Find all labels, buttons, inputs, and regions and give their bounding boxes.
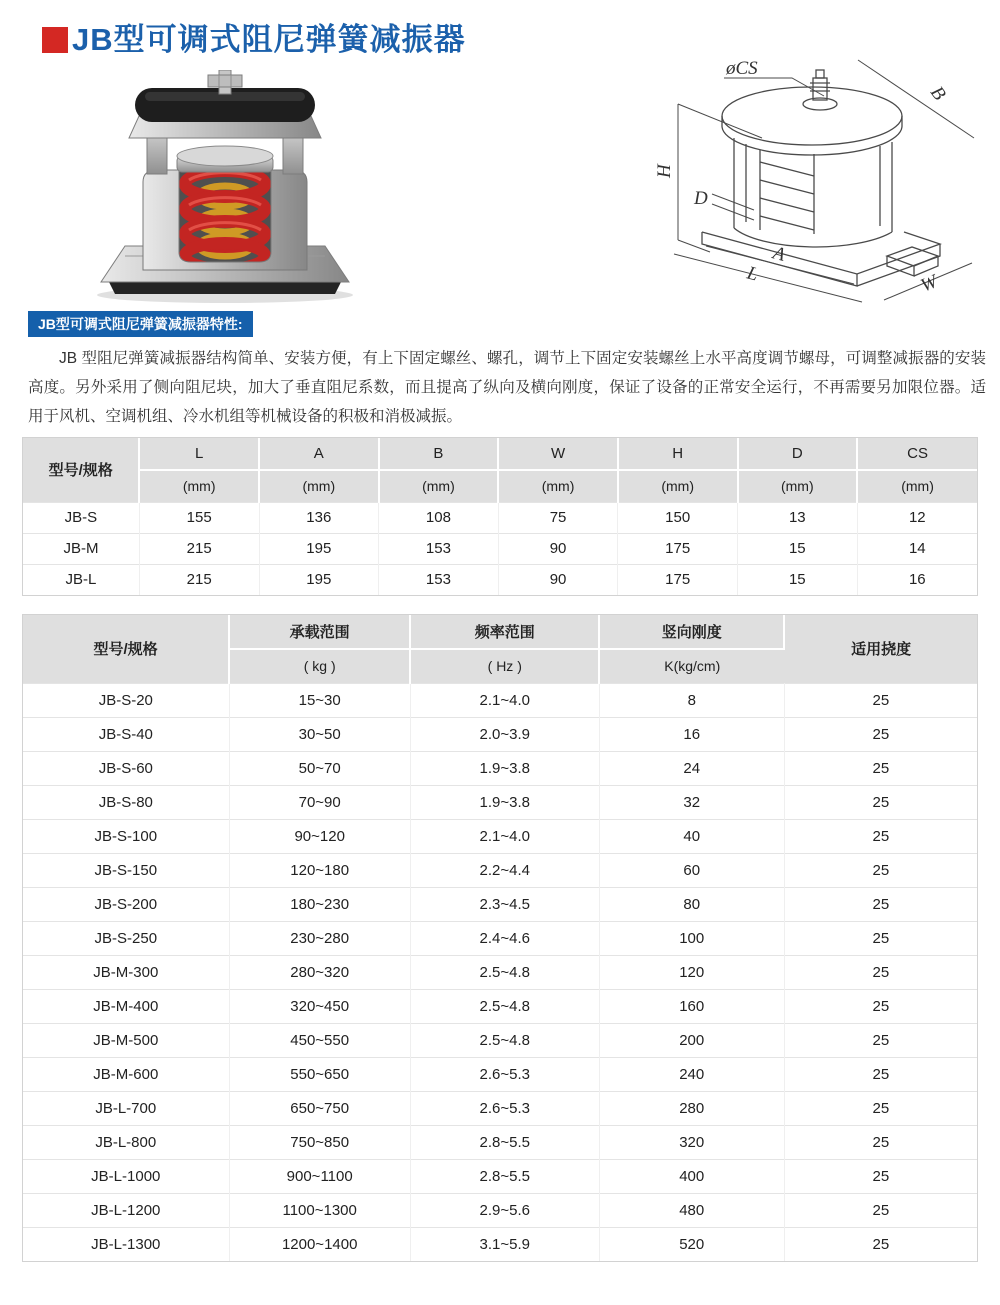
frequency-range-cell: 2.8~5.5 [410, 1159, 599, 1193]
stiffness-cell: 160 [599, 989, 784, 1023]
deflection-header: 适用挠度 [784, 615, 977, 683]
value-cell: 175 [618, 533, 738, 564]
frequency-range-cell: 2.1~4.0 [410, 819, 599, 853]
model-cell: JB-S-200 [23, 887, 229, 921]
value-cell: 215 [139, 564, 259, 595]
features-label: JB型可调式阻尼弹簧减振器特性: [28, 311, 253, 337]
value-cell: 195 [259, 533, 379, 564]
frequency-range-cell: 2.5~4.8 [410, 989, 599, 1023]
product-photo [85, 70, 360, 308]
specification-table [22, 614, 978, 1262]
table-row [23, 717, 977, 751]
load-range-cell: 750~850 [229, 1125, 410, 1159]
value-cell: 215 [139, 533, 259, 564]
frequency-range-cell: 3.1~5.9 [410, 1227, 599, 1261]
table-row [23, 1227, 977, 1261]
dim-label-a: A [770, 242, 788, 266]
value-cell: 16 [857, 564, 977, 595]
dim-label-d: D [694, 188, 708, 209]
table-row [23, 502, 977, 533]
col-header-L: L [139, 438, 259, 470]
model-cell: JB-L-700 [23, 1091, 229, 1125]
frequency-range-cell: 1.9~3.8 [410, 785, 599, 819]
deflection-cell: 25 [784, 955, 977, 989]
deflection-cell: 25 [784, 989, 977, 1023]
frequency-range-cell: 2.4~4.6 [410, 921, 599, 955]
stiffness-header: 竖向刚度 [599, 615, 784, 649]
deflection-cell: 25 [784, 683, 977, 717]
stiffness-cell: 240 [599, 1057, 784, 1091]
dim-label-h: H [654, 164, 675, 178]
col-header-A: A [259, 438, 379, 470]
deflection-cell: 25 [784, 717, 977, 751]
dimension-drawing [640, 50, 980, 305]
deflection-cell: 25 [784, 921, 977, 955]
dim-label-l: L [744, 262, 761, 286]
stiffness-cell: 280 [599, 1091, 784, 1125]
stiffness-cell: 480 [599, 1193, 784, 1227]
model-cell: JB-L-1200 [23, 1193, 229, 1227]
load-range-cell: 450~550 [229, 1023, 410, 1057]
table-row [23, 683, 977, 717]
frequency-range-cell: 2.5~4.8 [410, 955, 599, 989]
deflection-cell: 25 [784, 1057, 977, 1091]
dim-label-cs: øCS [726, 58, 758, 79]
stiffness-cell: 16 [599, 717, 784, 751]
model-cell: JB-S-250 [23, 921, 229, 955]
load-range-cell: 650~750 [229, 1091, 410, 1125]
model-cell: JB-M-300 [23, 955, 229, 989]
frequency-range-cell: 2.5~4.8 [410, 1023, 599, 1057]
load-range-cell: 50~70 [229, 751, 410, 785]
load-range-cell: 1100~1300 [229, 1193, 410, 1227]
load-range-cell: 1200~1400 [229, 1227, 410, 1261]
value-cell: 195 [259, 564, 379, 595]
model-cell: JB-S-20 [23, 683, 229, 717]
col-header-B: B [379, 438, 499, 470]
value-cell: 175 [618, 564, 738, 595]
value-cell: 15 [738, 533, 858, 564]
value-cell: 13 [738, 502, 858, 533]
table-row [23, 853, 977, 887]
value-cell: 12 [857, 502, 977, 533]
page-header [42, 24, 466, 55]
load-range-cell: 30~50 [229, 717, 410, 751]
dimension-table [22, 437, 978, 596]
unit-header: (mm) [738, 470, 858, 502]
value-cell: 153 [379, 533, 499, 564]
load-range-header: 承载范围 [229, 615, 410, 649]
frequency-range-cell: 2.0~3.9 [410, 717, 599, 751]
dim-label-w: W [917, 271, 941, 297]
load-range-cell: 550~650 [229, 1057, 410, 1091]
value-cell: 108 [379, 502, 499, 533]
load-range-cell: 320~450 [229, 989, 410, 1023]
table-row [23, 1193, 977, 1227]
deflection-cell: 25 [784, 751, 977, 785]
model-cell: JB-S-100 [23, 819, 229, 853]
model-cell: JB-L-1000 [23, 1159, 229, 1193]
deflection-cell: 25 [784, 1023, 977, 1057]
model-cell: JB-S-150 [23, 853, 229, 887]
table-row [23, 785, 977, 819]
frequency-range-cell: 2.2~4.4 [410, 853, 599, 887]
unit-header: (mm) [139, 470, 259, 502]
stiffness-cell: 60 [599, 853, 784, 887]
stiffness-cell: 400 [599, 1159, 784, 1193]
unit-header: (mm) [618, 470, 738, 502]
deflection-cell: 25 [784, 1159, 977, 1193]
table-row [23, 955, 977, 989]
deflection-cell: 25 [784, 887, 977, 921]
col-header-W: W [498, 438, 618, 470]
table-row [23, 564, 977, 595]
table-row [23, 921, 977, 955]
value-cell: 90 [498, 564, 618, 595]
stiffness-cell: 320 [599, 1125, 784, 1159]
table-row [23, 751, 977, 785]
model-cell: JB-S-40 [23, 717, 229, 751]
red-square-bullet-icon [42, 27, 68, 53]
stiffness-cell: 100 [599, 921, 784, 955]
load-range-cell: 15~30 [229, 683, 410, 717]
load-range-cell: 900~1100 [229, 1159, 410, 1193]
frequency-range-cell: 2.9~5.6 [410, 1193, 599, 1227]
spring-isolator-photo [85, 70, 360, 308]
value-cell: 150 [618, 502, 738, 533]
load-unit-header: ( kg ) [229, 649, 410, 683]
load-range-cell: 120~180 [229, 853, 410, 887]
model-cell: JB-M-400 [23, 989, 229, 1023]
product-description: JB 型阻尼弹簧减振器结构简单、安装方便，有上下固定螺丝、螺孔，调节上下固定安装螺丝上水平高度调节螺母，可调整减振器的安装高度。另外采用了侧向阻尼块，加大了垂直阻尼系数，而且提高了纵向及横向刚度，保证了设备的正常安全运行，不再需要另加限位器。适用于风机、空调机组、冷水机组等机械设备的积极和消极减振。 [28, 350, 986, 425]
frequency-range-header: 频率范围 [410, 615, 599, 649]
unit-header: (mm) [379, 470, 499, 502]
frequency-unit-header: ( Hz ) [410, 649, 599, 683]
frequency-range-cell: 1.9~3.8 [410, 751, 599, 785]
frequency-range-cell: 2.1~4.0 [410, 683, 599, 717]
stiffness-cell: 32 [599, 785, 784, 819]
table-row [23, 1125, 977, 1159]
table-row [23, 533, 977, 564]
value-cell: 136 [259, 502, 379, 533]
deflection-cell: 25 [784, 1193, 977, 1227]
value-cell: 14 [857, 533, 977, 564]
model-cell: JB-S [23, 502, 139, 533]
stiffness-cell: 40 [599, 819, 784, 853]
frequency-range-cell: 2.3~4.5 [410, 887, 599, 921]
stiffness-cell: 520 [599, 1227, 784, 1261]
stiffness-cell: 8 [599, 683, 784, 717]
spec-table-corner-header: 型号/规格 [23, 615, 229, 683]
col-header-D: D [738, 438, 858, 470]
model-cell: JB-M [23, 533, 139, 564]
col-header-CS: CS [857, 438, 977, 470]
value-cell: 153 [379, 564, 499, 595]
load-range-cell: 280~320 [229, 955, 410, 989]
table-row [23, 1091, 977, 1125]
col-header-H: H [618, 438, 738, 470]
dim-table-corner-header: 型号/规格 [23, 438, 139, 502]
value-cell: 75 [498, 502, 618, 533]
deflection-cell: 25 [784, 1125, 977, 1159]
load-range-cell: 70~90 [229, 785, 410, 819]
table-row [23, 1023, 977, 1057]
stiffness-cell: 120 [599, 955, 784, 989]
unit-header: (mm) [259, 470, 379, 502]
frequency-range-cell: 2.8~5.5 [410, 1125, 599, 1159]
model-cell: JB-M-500 [23, 1023, 229, 1057]
deflection-cell: 25 [784, 1227, 977, 1261]
load-range-cell: 90~120 [229, 819, 410, 853]
deflection-cell: 25 [784, 1091, 977, 1125]
model-cell: JB-L [23, 564, 139, 595]
model-cell: JB-L-800 [23, 1125, 229, 1159]
stiffness-cell: 200 [599, 1023, 784, 1057]
frequency-range-cell: 2.6~5.3 [410, 1091, 599, 1125]
model-cell: JB-M-600 [23, 1057, 229, 1091]
value-cell: 15 [738, 564, 858, 595]
isometric-diagram [640, 50, 980, 305]
value-cell: 155 [139, 502, 259, 533]
table-row [23, 819, 977, 853]
table-row [23, 1159, 977, 1193]
deflection-cell: 25 [784, 819, 977, 853]
load-range-cell: 180~230 [229, 887, 410, 921]
dim-label-b: B [925, 82, 950, 105]
deflection-cell: 25 [784, 853, 977, 887]
stiffness-unit-header: K(kg/cm) [599, 649, 784, 683]
table-row [23, 887, 977, 921]
table-row [23, 989, 977, 1023]
model-cell: JB-L-1300 [23, 1227, 229, 1261]
model-cell: JB-S-60 [23, 751, 229, 785]
load-range-cell: 230~280 [229, 921, 410, 955]
frequency-range-cell: 2.6~5.3 [410, 1057, 599, 1091]
unit-header: (mm) [498, 470, 618, 502]
deflection-cell: 25 [784, 785, 977, 819]
unit-header: (mm) [857, 470, 977, 502]
page-title: JB型可调式阻尼弹簧减振器 [72, 22, 466, 57]
stiffness-cell: 24 [599, 751, 784, 785]
value-cell: 90 [498, 533, 618, 564]
table-row [23, 1057, 977, 1091]
stiffness-cell: 80 [599, 887, 784, 921]
model-cell: JB-S-80 [23, 785, 229, 819]
